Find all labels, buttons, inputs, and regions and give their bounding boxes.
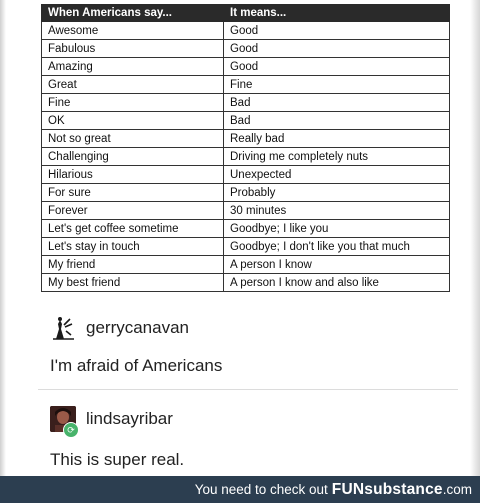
table-header-row <box>42 5 450 22</box>
meaning-cell: Driving me completely nuts <box>224 148 450 166</box>
phrase-cell: Awesome <box>42 22 224 40</box>
meaning-cell: Goodbye; I like you <box>224 220 450 238</box>
meaning-cell: Probably <box>224 184 450 202</box>
reblog-icon: ⟳ <box>63 422 79 438</box>
post-username[interactable]: gerrycanavan <box>86 318 190 337</box>
meaning-cell: Bad <box>224 112 450 130</box>
footer-brand[interactable]: FUNsubstance <box>331 480 443 498</box>
post-body-text: This is super real. <box>50 450 185 469</box>
meaning-cell: Good <box>224 58 450 76</box>
table-row <box>42 130 450 148</box>
table-row <box>42 184 450 202</box>
table-row <box>42 166 450 184</box>
table-row <box>42 202 450 220</box>
phrase-cell: My friend <box>42 256 224 274</box>
phrase-cell: Amazing <box>42 58 224 76</box>
table-row <box>42 238 450 256</box>
footer-domain[interactable]: .com <box>442 482 472 497</box>
meaning-cell: Fine <box>224 76 450 94</box>
left-edge-shadow <box>0 0 6 476</box>
meaning-cell: A person I know and also like <box>224 274 450 292</box>
phrase-cell: Let's get coffee sometime <box>42 220 224 238</box>
phrase-cell: For sure <box>42 184 224 202</box>
meaning-cell: Good <box>224 40 450 58</box>
phrase-cell: Challenging <box>42 148 224 166</box>
meaning-cell: 30 minutes <box>224 202 450 220</box>
phrase-cell: Let's stay in touch <box>42 238 224 256</box>
watermark-footer <box>0 476 480 503</box>
phrase-cell: Not so great <box>42 130 224 148</box>
meaning-cell: Unexpected <box>224 166 450 184</box>
table-row <box>42 40 450 58</box>
silhouette-figure-icon[interactable] <box>50 315 76 341</box>
post-gerrycanavan <box>38 306 458 388</box>
footer-message: You need to check out <box>194 482 328 497</box>
right-edge-shadow <box>470 0 480 476</box>
phrase-cell: Fabulous <box>42 40 224 58</box>
american-phrases-table <box>41 4 450 292</box>
meaning-cell: Goodbye; I don't like you that much <box>224 238 450 256</box>
table-row <box>42 22 450 40</box>
column-header-phrase: When Americans say... <box>42 5 224 22</box>
table-row <box>42 94 450 112</box>
table-row <box>42 58 450 76</box>
table-row <box>42 220 450 238</box>
meaning-cell: Really bad <box>224 130 450 148</box>
meaning-cell: A person I know <box>224 256 450 274</box>
column-header-meaning: It means... <box>224 5 450 22</box>
phrase-cell: My best friend <box>42 274 224 292</box>
meaning-cell: Bad <box>224 94 450 112</box>
phrase-cell: Forever <box>42 202 224 220</box>
table-row <box>42 256 450 274</box>
table-row <box>42 148 450 166</box>
meaning-cell: Good <box>224 22 450 40</box>
phrase-cell: Fine <box>42 94 224 112</box>
post-body-text: I'm afraid of Americans <box>50 356 223 375</box>
post-lindsayribar <box>38 390 458 476</box>
table-row <box>42 274 450 292</box>
post-username[interactable]: lindsayribar <box>86 409 173 428</box>
phrase-cell: Great <box>42 76 224 94</box>
table-row <box>42 76 450 94</box>
phrase-cell: OK <box>42 112 224 130</box>
phrase-cell: Hilarious <box>42 166 224 184</box>
table-row <box>42 112 450 130</box>
